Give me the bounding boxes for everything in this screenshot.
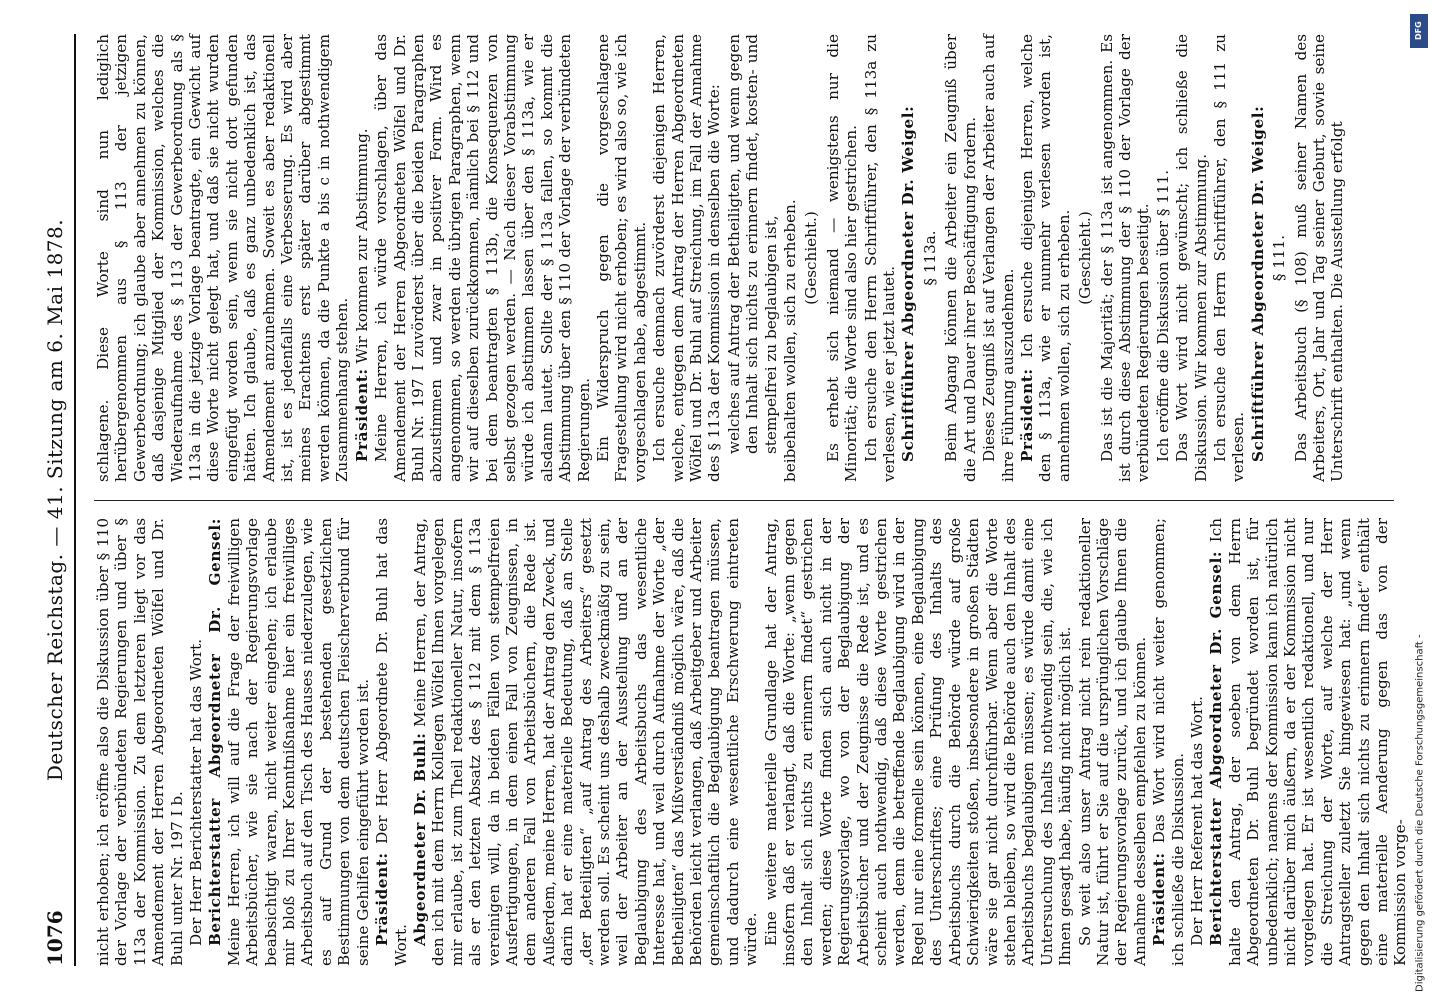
speaker-label: Präsident: xyxy=(352,368,371,462)
paragraph: Ich eröffne die Diskussion über § 111. xyxy=(1153,169,1172,462)
speaker-label: Präsident: xyxy=(373,852,392,946)
speaker-label: Schriftführer Abgeordneter Dr. Weigel: xyxy=(899,105,918,462)
paragraph: Das ist die Majorität; der § 113a ist angenommen. Es ist durch diese Abstimmung der § 110 der Vorlage der verbündeten Regierungen beseitigt. xyxy=(1097,34,1153,482)
paragraph: § 113a. xyxy=(920,230,939,286)
page-number: 1076 xyxy=(43,910,67,966)
speaker-label: Berichterstatter Abgeordneter Dr. Gensel: xyxy=(1207,550,1226,946)
paragraph: Präsident: Ich ersuche diejenigen Herren, welche den § 113a, wie er nunmehr verlesen worden ist, annehmen wollen, sich zu erheben. xyxy=(1017,34,1073,482)
digitization-credit xyxy=(1410,8,1430,992)
paragraph: welches auf Antrag der Betheiligten, und wenn gegen den Inhalt sich nichts zu erinnern findet, kosten- und stempelfrei zu beglaubigen ist, xyxy=(724,34,780,454)
paragraph: Beim Abgang können die Arbeiter ein Zeugniß über die Art und Dauer ihrer Beschäftigung fordern. xyxy=(942,34,979,482)
paragraph: Dieses Zeugniß ist auf Verlangen der Arbeiter auch auf ihre Führung auszudehnen. xyxy=(980,34,1017,482)
left-column xyxy=(94,517,1410,966)
page-title: Deutscher Reichstag. — 41. Sitzung am 6. Mai 1878. xyxy=(43,218,67,782)
paragraph xyxy=(1249,34,1267,482)
speaker-label: Präsident: xyxy=(1017,368,1036,462)
rotated-page-content xyxy=(16,0,1416,1000)
paragraph: schlagene. Diese Worte sind nun lediglich herübergenommen aus § 113 der jetzigen Gewerbeordnung; ich glaube aber annehmen zu können, daß dasjenige Mitglied der Kommission, welches die Wiederaufnahme des § 113 der Gewerbeordnung als § 113a in die jetzige Vorlage beantragte, ein Gewicht auf diese Worte nicht gelegt hat, und daß sie nicht wurden eingefügt worden sein, wenn sie nicht dort gefunden hätten. Ich glaube, daß es ganz unbedenklich ist, das Amendement anzunehmen. Soweit es aber redaktionell ist, ist es jedenfalls eine Verbesserung. Es wird aber meines Erachtens erst später darüber abgestimmt werden können, da die Punkte a bis c in nothwendigem Zusammenhang stehen. xyxy=(94,34,352,482)
paragraph: Der Herr Berichterstatter hat das Wort. xyxy=(187,638,206,946)
speaker-label: Berichterstatter Abgeordneter Dr. Gensel: xyxy=(206,518,225,946)
paragraph: Berichterstatter Abgeordneter Dr. Gensel: Meine Herren, ich will auf die Frage der freiwilligen Arbeitsbücher, wie sie nach der Regierungsvorlage beabsichtigt waren, nicht weiter eingehen; ich erlaube mir bloß zu Ihrer Kenntnißnahme hier ein freiwilliges Arbeitsbuch auf den Tisch des Hauses niederzulegen, wie es auf Grund der bestehenden gesetzlichen Bestimmungen von dem deutschen Fleischerverbund für seine Gehilfen eingeführt worden ist. xyxy=(206,518,372,966)
speaker-label: Abgeordneter Dr. Buhl: xyxy=(410,732,429,946)
paragraph: (Geschieht.) xyxy=(1076,211,1095,305)
paragraph: Präsident: Wir kommen zur Abstimmung. xyxy=(352,128,371,462)
credit-text: Digitalisierung gefördert durch die Deutsche Forschungsgemeinschaft - xyxy=(1415,634,1426,992)
dfg-logo: DFG xyxy=(1410,14,1428,48)
right-column xyxy=(94,34,1394,482)
page-header xyxy=(36,34,76,966)
paragraph: Das Arbeitsbuch (§ 108) muß seiner Namen des Arbeiters, Ort, Jahr und Tag seiner Geburt, sowie seine Unterschrift enthalten. Die Ausstellung erfolgt xyxy=(1291,34,1347,482)
paragraph: Das Wort wird nicht gewünscht; ich schließe die Diskussion. Wir kommen zur Abstimmung. xyxy=(1173,34,1210,482)
paragraph: So weit also unser Antrag nicht rein redaktioneller Natur ist, führt er Sie auf die ursprünglichen Vorschläge der Regierungsvorlage zurück, und ich glaube Ihnen die Annahme desselben empfehlen zu können. xyxy=(1075,518,1149,966)
paragraph: Eine weitere materielle Grundlage hat der Antrag, insofern daß er verlangt, daß die Worte: „wenn gegen den Inhalt sich nichts zu erinnern findet“ gestrichen werden; diese Worte finden sich auch nicht in der Regierungsvorlage, wo von der Beglaubigung der Arbeitsbücher und der Zeugnisse die Rede ist, und es scheint auch nothwendig, daß diese Worte gestrichen werden, denn die betreffende Beglaubigung wird in der Regel nur eine formelle sein können, eine Beglaubigung des Unterschriftes; eine Prüfung des Inhalts des Arbeitsbuchs durch die Behörde würde auf große Schwierigkeiten stoßen, insbesondere in großen Städten wäre sie gar nicht durchführbar. Wenn aber die Worte stehen bleiben, so wird die Behörde auch den Inhalt des Arbeitsbuchs beglaubigen müssen; es würde damit eine Untersuchung des Inhalts nothwendig sein, die, wie ich Ihnen gesagt habe, häufig nicht möglich ist. xyxy=(761,518,1075,966)
paragraph: Berichterstatter Abgeordneter Dr. Gensel: Ich halte den Antrag, der soeben von dem Herrn Abgeordneten Dr. Buhl begründet worden ist, für unbedenklich; namens der Kommission kann ich natürlich nicht darüber mich äußern, da er der Kommission nicht vorgelegen hat. Er ist wesentlich redaktionell, und nur die Streichung der Worte, auf welche der Herr Antragsteller zuletzt Sie hingewiesen hat: „und wenn gegen den Inhalt sich nichts zu erinnern findet“ enthält eine materielle Aenderung gegen das von der Kommission vorge- xyxy=(1207,517,1410,966)
column-divider xyxy=(94,500,1394,501)
speaker-label: Schriftführer Abgeordneter Dr. Weigel: xyxy=(1248,105,1267,462)
paragraph: (Geschieht.) xyxy=(802,211,821,305)
paragraph: Ich ersuche den Herrn Schriftführer, den § 113a zu verlesen, wie er jetzt lautet. xyxy=(861,34,899,482)
paragraph: § 111. xyxy=(1270,234,1289,282)
speaker-label: Präsident: xyxy=(1150,852,1169,946)
paragraph: beibehalten wollen, sich zu erheben. xyxy=(781,199,800,482)
paragraph: Präsident: Der Herr Abgeordnete Dr. Buhl hat das Wort. xyxy=(373,518,410,966)
paragraph: Präsident: Das Wort wird nicht weiter genommen; ich schließe die Diskussion. xyxy=(1150,518,1187,966)
paragraph: Der Herr Referent hat das Wort. xyxy=(1187,696,1206,946)
paragraph: Meine Herren, ich würde vorschlagen, über das Amendement der Herren Abgeordneten Wölfel und Dr. Buhl Nr. 197 I zuvörderst über die beiden Paragraphen abzustimmen und zwar in positiver Form. Wird es angenommen, so werden die übrigen Paragraphen, wenn wir auf dieselben zurückkommen, nämlich bei § 112 und bei dem beantragten § 113b, die Konsequenzen von selbst gezogen werden. — Nach dieser Vorabstimmung würde ich abstimmen lassen über den § 113a, wie er alsdann lautet. Sollte der § 113a fallen, so kommt die Abstimmung über den § 110 der Vorlage der verbündeten Regierungen. xyxy=(372,34,593,482)
paragraph: Es erhebt sich niemand — wenigstens nur die Minorität; die Worte sind also hier gestrichen. xyxy=(823,34,861,482)
paragraph: Ein Widerspruch gegen die vorgeschlagene Fragestellung wird nicht erhoben; es wird also so, wie ich vorgeschlagen habe, abgestimmt. xyxy=(593,34,649,482)
paragraph: nicht erhoben; ich eröffne also die Diskussion über § 110 der Vorlage der verbündeten Regierungen und über § 113a der Kommission. Zu dem letzteren liegt vor das Amendement der Herren Abgeordneten Wölfel und Dr. Buhl unter Nr. 197 I b. xyxy=(94,518,186,966)
paragraph: Abgeordneter Dr. Buhl: Meine Herren, der Antrag, den ich mit dem Herrn Kollegen Wölfel Ihnen vorgelegen mir erlaube, ist zum Theil redaktioneller Natur, insofern als er den letzten Absatz des § 112 mit dem § 113a vereinigen will, da in beiden Fällen von stempelfreien Ausfertigungen, in dem einen Fall von Zeugnissen, in dem anderen Fall von Arbeitsbüchern, die Rede ist. Außerdem, meine Herren, hat der Antrag den Zweck, und darin hat er eine materielle Bedeutung, daß an Stelle „der Beteiligten“ „auf Antrag des Arbeiters“ gesetzt werden soll. Es scheint uns deshalb zweckmäßig zu sein, weil der Arbeiter an der Ausstellung und an der Beglaubigung des Arbeitsbuchs das wesentliche Interesse hat, und weil durch Aufnahme der Worte „der Betheiligten“ das Mißverständniß möglich wäre, daß die Behörden leicht verlangen, daß Arbeitgeber und Arbeiter gemeinschaftlich die Beglaubigung beantragen müssen, und dadurch eine wesentliche Erschwerung eintreten würde. xyxy=(410,518,761,966)
paragraph xyxy=(899,34,917,482)
paragraph: Ich ersuche den Herrn Schriftführer, den § 111 zu verlesen. xyxy=(1210,34,1248,482)
paragraph: Ich ersuche demnach zuvörderst diejenigen Herren, welche, entgegen dem Antrag der Herren Abgeordneten Wölfel und Dr. Buhl auf Streichung, im Fall der Annahme des § 113a der Kommission in denselben die Worte: xyxy=(650,34,724,482)
